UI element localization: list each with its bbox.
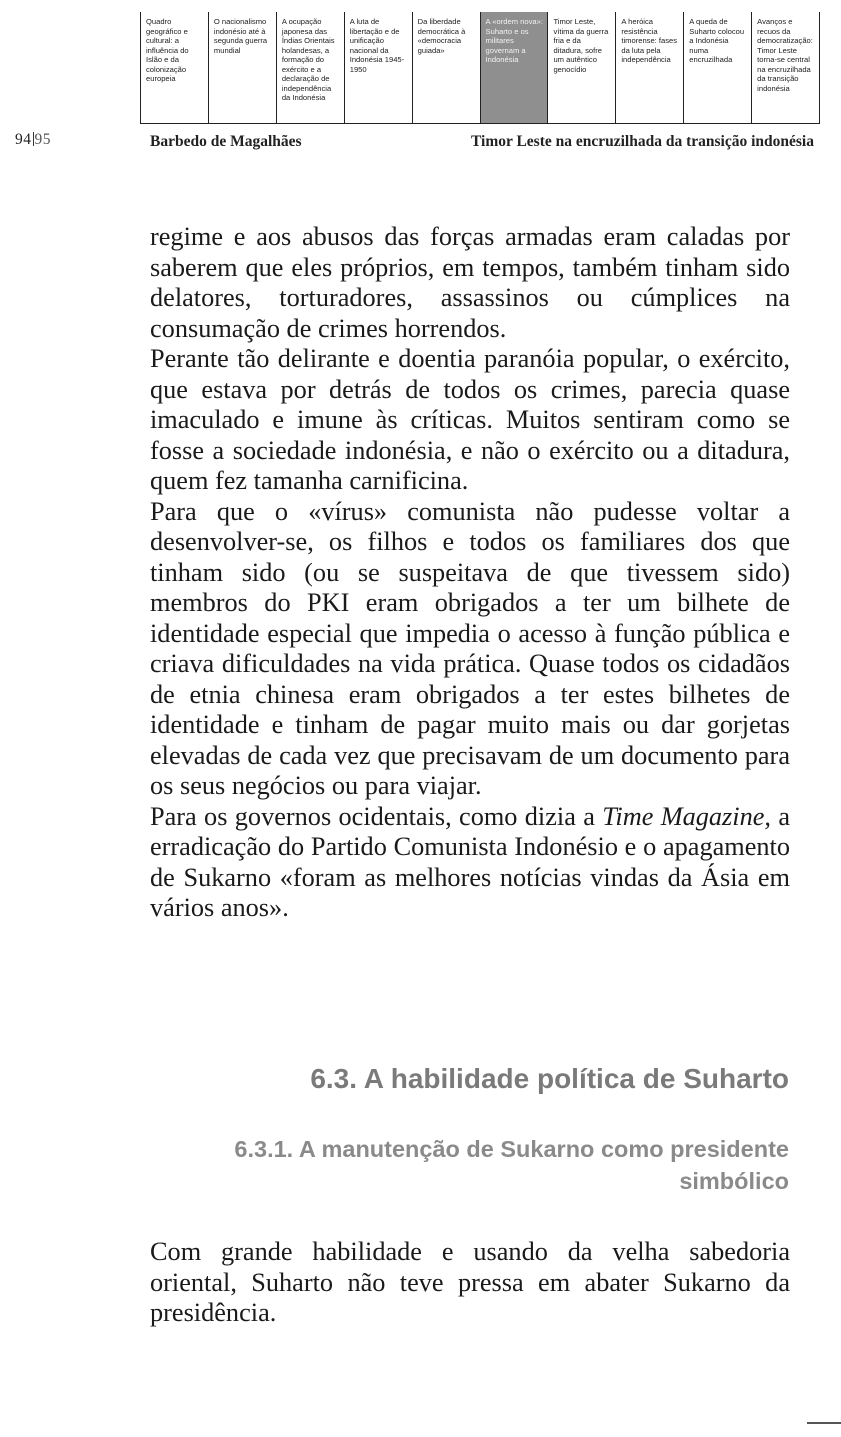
chapter-cell: Timor Leste, vítima da guerra fria e da ditadura, sofre um autêntico genocídio bbox=[547, 12, 615, 123]
chapter-index-strip bbox=[140, 12, 820, 124]
page-number-left: 94 bbox=[15, 131, 32, 148]
page-edge-mark bbox=[807, 1422, 841, 1424]
paragraph: regime e aos abusos das forças armadas eram caladas por saberem que eles próprios, em tempos, também tinham sido delatores, torturadores, assassinos ou cúmplices na consumação de crimes horrendos. bbox=[150, 222, 790, 343]
page-number-divider bbox=[33, 132, 34, 146]
chapter-cell: A ocupação japonesa das Índias Orientais holandesas, a formação do exército e a declaração de independência da Indonésia bbox=[276, 12, 344, 123]
chapter-cell: Avanços e recuos da democratização: Timor Leste torna-se central na encruzilhada da transição indonésia bbox=[751, 12, 819, 123]
chapter-cell: O nacionalismo indonésio até à segunda guerra mundial bbox=[208, 12, 276, 123]
chapter-cell: A heróica resistência timorense: fases da luta pela independência bbox=[615, 12, 683, 123]
page-number-right: 95 bbox=[34, 131, 51, 148]
chapter-cell: Da liberdade democrática à «democracia guiada» bbox=[412, 12, 480, 123]
section-heading: 6.3. A habilidade política de Suharto bbox=[310, 1063, 789, 1094]
running-header-author: Barbedo de Magalhães bbox=[150, 133, 302, 150]
paragraph: Para que o «vírus» comunista não pudesse voltar a desenvolver-se, os filhos e todos os familiares dos que tinham sido (ou se suspeitava de que tivessem sido) membros do PKI eram obrigados a ter um bilhete de identidade especial que impedia o acesso à função pública e criava dificuldades na vida prática. Quase todos os cidadãos de etnia chinesa eram obrigados a ter estes bilhetes de identidade e tinham de pagar muito mais ou dar gorjetas elevadas de cada vez que precisavam de um documento para os seus negócios ou para viajar. bbox=[150, 496, 790, 800]
paragraph-text: Para os governos ocidentais, como dizia a bbox=[150, 801, 603, 831]
paragraph: Com grande habilidade e usando da velha sabedoria oriental, Suharto não teve pressa em abater Sukarno da presidência. bbox=[150, 1237, 790, 1327]
magazine-title: Time Magazine, bbox=[602, 801, 771, 831]
chapter-cell: Quadro geográfico e cultural: a influência do Islão e da colonização europeia bbox=[146, 17, 189, 83]
chapter-cell: A queda de Suharto colocou a Indonésia numa encruzilhada bbox=[683, 12, 751, 123]
body-text bbox=[150, 222, 790, 924]
paragraph-text: a erradicação do Partido Comunista Indonésio e o apagamento de Sukarno «foram as melhores notícias vindas da Ásia em vários anos». bbox=[150, 801, 790, 922]
subsection-heading: 6.3.1. A manutenção de Sukarno como presidente simbólico bbox=[234, 1136, 789, 1194]
running-header-title: Timor Leste na encruzilhada da transição indonésia bbox=[470, 133, 814, 150]
paragraph bbox=[150, 802, 790, 924]
chapter-cell: A luta de libertação e de unificação nacional da Indonésia 1945-1950 bbox=[344, 12, 412, 123]
page-number bbox=[15, 131, 51, 149]
chapter-cell-current: A «ordem nova»: Suharto e os militares governam a Indonésia bbox=[480, 12, 548, 123]
paragraph: Perante tão delirante e doentia paranóia popular, o exército, que estava por detrás de todos os crimes, parecia quase imaculado e imune às críticas. Muitos sentiram como se fosse a sociedade indonésia, e não o exército ou a ditadura, quem fez tamanha carnificina. bbox=[150, 344, 790, 495]
closing-text bbox=[150, 1237, 790, 1329]
